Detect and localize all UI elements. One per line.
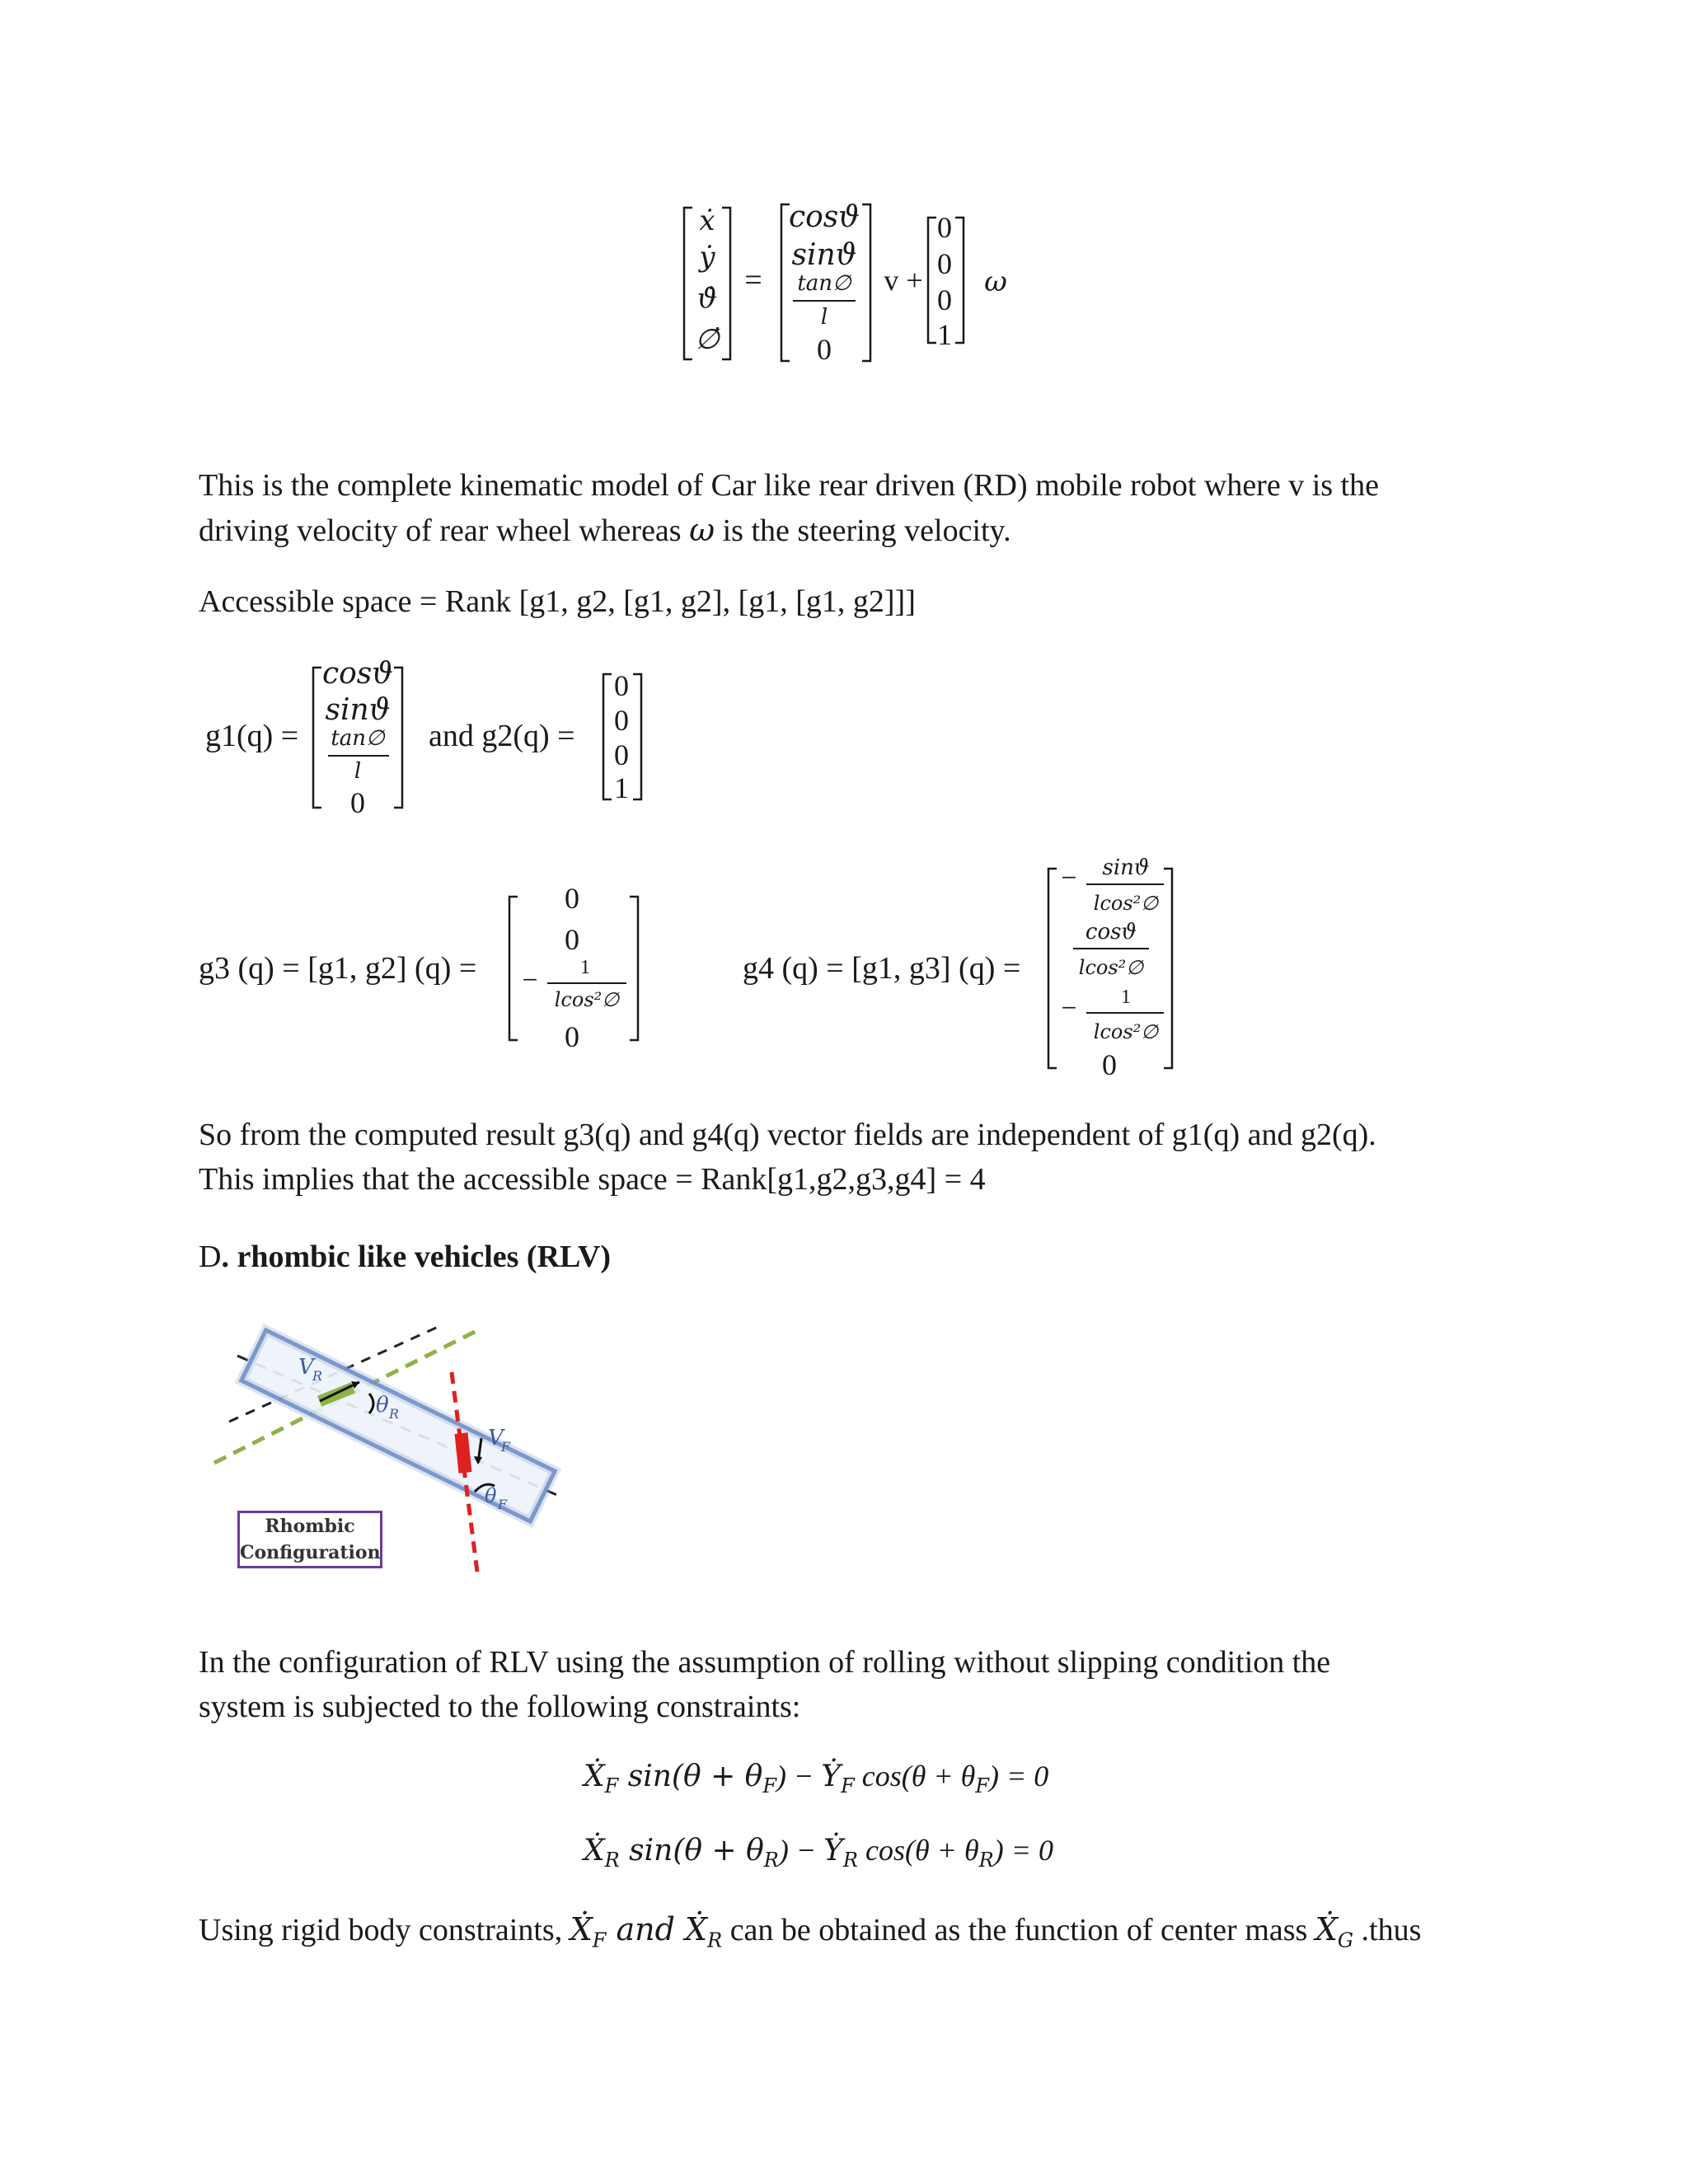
g2def-r1: 0 [614, 669, 629, 702]
heading-prefix: D [199, 1240, 222, 1274]
g1-cos: cosϑ [788, 200, 860, 234]
and-g2-label: and g2(q) = [429, 719, 575, 753]
label-theta-r: θ [376, 1393, 389, 1418]
g4-minus3: − [1061, 993, 1077, 1024]
figure-caption-box [237, 1511, 382, 1568]
vehicle-body-group [241, 1330, 555, 1521]
g2def-r2: 0 [614, 704, 629, 737]
heading-text: . rhombic like vehicles (RLV) [221, 1240, 611, 1274]
constraint-front: Ẋ$_F$ $\sin(\theta + \theta_F)$ − Ẏ$_F$ $\cos(\theta + \theta_F) = 0$ [584, 1760, 1049, 1798]
g1-label: g1(q) = [205, 719, 299, 753]
equals-sign: = [744, 263, 762, 298]
g3-num: 1 [580, 957, 590, 978]
g4-minus1: − [1061, 863, 1077, 893]
g1-l: l [820, 305, 828, 330]
para3-line1: In the configuration of RLV using the assumption of rolling without slipping condition the [199, 1645, 1331, 1680]
caption-line1: Rhombic [265, 1516, 355, 1537]
g4-label: g4 (q) = [g1, g3] (q) = [743, 951, 1021, 986]
label-vf: V [488, 1426, 504, 1451]
g3-r4: 0 [565, 1020, 579, 1053]
lhs-y-dot: ẏ [699, 241, 715, 274]
rhombic-configuration-figure [213, 1306, 592, 1586]
g1def-zero: 0 [350, 786, 365, 819]
section-heading [199, 1235, 611, 1279]
paragraph-constraints-intro [199, 1640, 1330, 1729]
g2-r4: 1 [937, 318, 952, 351]
lhs-x-dot: ẋ [699, 204, 715, 237]
g1def-l: l [354, 759, 362, 784]
lhs-theta-dot: ϑ̇ [696, 282, 718, 315]
paragraph-kinematic-model [199, 463, 1379, 553]
g4-fraction-line-1 [1086, 883, 1164, 885]
g1-zero: 0 [817, 333, 832, 366]
g1-sin: sinϑ [791, 238, 857, 272]
v-plus: v + [884, 264, 923, 297]
omega-symbol: ω [984, 265, 1007, 298]
g4-den1: lcos²∅ [1093, 892, 1159, 915]
g4-den2: lcos²∅ [1078, 956, 1144, 979]
g1-tan: tan∅ [797, 271, 851, 296]
g1def-fraction-line [328, 755, 389, 757]
para2-line2: This implies that the accessible space = Rank[g1,g2,g3,g4] = 4 [199, 1162, 986, 1197]
label-theta-f: θ [485, 1484, 497, 1507]
para2-line1: So from the computed result g3(q) and g4(q) vector fields are independent of g1(q) and g2(q). [199, 1118, 1376, 1152]
label-vr: V [298, 1355, 314, 1380]
g4-r4: 0 [1102, 1048, 1117, 1081]
lhs-phi-dot: ∅̇ [695, 323, 720, 356]
g4-num3: 1 [1121, 987, 1131, 1008]
g3-r1: 0 [565, 882, 579, 915]
label-theta-r-sub: R [389, 1406, 400, 1422]
g4-den3: lcos²∅ [1093, 1020, 1159, 1043]
g3-label: g3 (q) = [g1, g2] (q) = [199, 951, 477, 986]
para3-line2: system is subjected to the following constraints: [199, 1690, 801, 1724]
g3-r2: 0 [565, 923, 579, 956]
g2def-r4: 1 [614, 771, 629, 804]
para1-line1: This is the complete kinematic model of Car like rear driven (RD) mobile robot where v is the [199, 468, 1379, 503]
g2-r1: 0 [937, 211, 952, 244]
g1def-tan: tan∅ [331, 726, 385, 751]
g4-fraction-line-2 [1073, 948, 1149, 949]
g4-num2: cosϑ [1085, 920, 1137, 944]
para1-line2: driving velocity of rear wheel whereas ω is the steering velocity. [199, 512, 1011, 548]
paragraph-rigid-body: Using rigid body constraints, Ẋ$_F$ and Ẋ$_R$ can be obtained as the function of center mass Ẋ$_G$ .thus [199, 1911, 1422, 1952]
label-vr-sub: R [312, 1368, 323, 1384]
g4-fraction-line-3 [1086, 1012, 1164, 1014]
vehicle-body [241, 1330, 555, 1521]
g3-fraction-line [547, 982, 626, 984]
label-vf-sub: F [501, 1439, 511, 1455]
g1-fraction-line [793, 300, 856, 302]
g2def-r3: 0 [614, 738, 629, 771]
paragraph-result [199, 1113, 1376, 1202]
g4-num1: sinϑ [1102, 855, 1150, 880]
omega-inline: ω [689, 512, 715, 548]
g2-r2: 0 [937, 247, 952, 280]
accessible-space-line: Accessible space = Rank [g1, g2, [g1, g2], [g1, [g1, g2]]] [199, 584, 916, 619]
constraint-rear: Ẋ$_R$ $\sin(\theta + \theta_R)$ − Ẏ$_R$ $\cos(\theta + \theta_R) = 0$ [584, 1834, 1053, 1872]
g2-r3: 0 [937, 284, 952, 316]
g1def-cos: cosϑ [321, 657, 394, 691]
caption-line2: Configuration [240, 1542, 381, 1563]
g3-den: lcos²∅ [554, 988, 620, 1011]
g1def-sin: sinϑ [325, 693, 391, 727]
label-theta-f-sub: F [498, 1497, 508, 1512]
g3-minus: − [522, 965, 538, 996]
